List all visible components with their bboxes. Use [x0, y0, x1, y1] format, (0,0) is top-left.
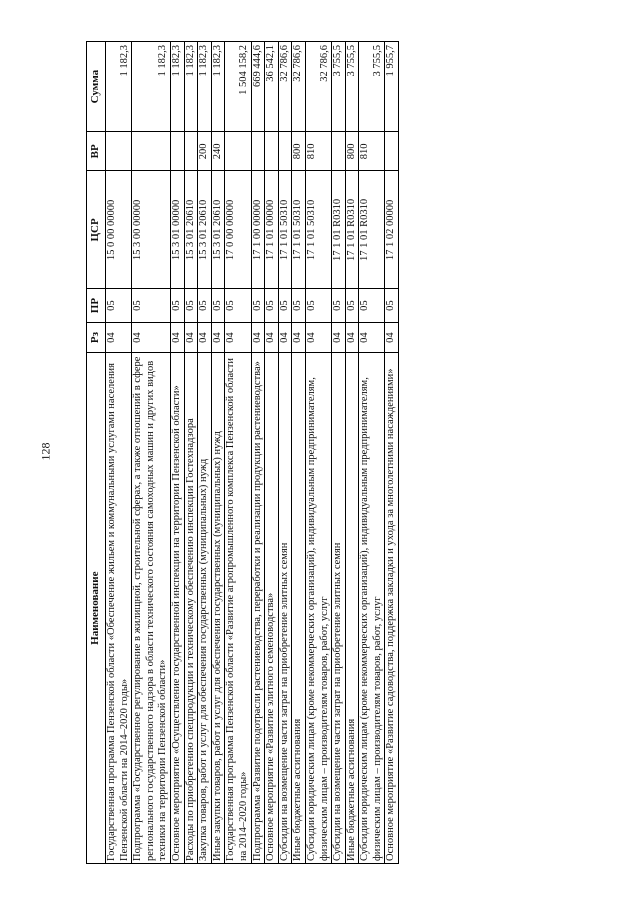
cell-csr: 17 1 01 50310 — [292, 171, 306, 289]
cell-name: Иные бюджетные ассигнования — [345, 353, 359, 864]
cell-vr: 810 — [305, 132, 331, 171]
rotated-table-container — [86, 41, 568, 864]
cell-csr: 15 3 00 00000 — [132, 171, 171, 289]
cell-sum: 1 182,3 — [211, 42, 225, 132]
cell-rz: 04 — [292, 322, 306, 353]
table-row — [332, 42, 346, 864]
cell-vr: 800 — [292, 132, 306, 171]
cell-csr: 17 1 01 R0310 — [345, 171, 359, 289]
cell-pr: 05 — [184, 289, 198, 322]
header-pr: ПР — [87, 289, 106, 322]
table-row — [211, 42, 225, 864]
cell-name: Субсидии юридическим лицам (кроме некоммерческих организаций), индивидуальным предпринимателям, физическим лицам – производителям товаров, работ, услуг — [359, 353, 385, 864]
table-row — [106, 42, 132, 864]
cell-rz: 04 — [170, 322, 184, 353]
cell-rz: 04 — [278, 322, 292, 353]
cell-sum: 1 182,3 — [106, 42, 132, 132]
cell-pr: 05 — [170, 289, 184, 322]
header-csr: ЦСР — [87, 171, 106, 289]
table-row — [278, 42, 292, 864]
cell-vr — [170, 132, 184, 171]
cell-name: Подпрограмма «Государственное регулирование в жилищной, строительной сферах, а также отношений в сфере регионального государственного надзора в области технического состояния самоходных машин и других видов техники на территории Пензенской области» — [132, 353, 171, 864]
table-row — [225, 42, 251, 864]
cell-sum: 36 542,1 — [265, 42, 279, 132]
table-row — [184, 42, 198, 864]
table-row — [292, 42, 306, 864]
cell-sum: 1 182,3 — [170, 42, 184, 132]
cell-vr — [278, 132, 292, 171]
cell-vr — [265, 132, 279, 171]
cell-csr: 15 3 01 20610 — [198, 171, 212, 289]
cell-vr — [184, 132, 198, 171]
cell-name: Субсидии на возмещение части затрат на приобретение элитных семян — [278, 353, 292, 864]
cell-pr: 05 — [198, 289, 212, 322]
cell-csr: 15 0 00 00000 — [106, 171, 132, 289]
cell-sum: 32 786,6 — [278, 42, 292, 132]
cell-rz: 04 — [332, 322, 346, 353]
cell-csr: 15 3 01 00000 — [170, 171, 184, 289]
cell-sum: 1 182,3 — [198, 42, 212, 132]
cell-name: Иные бюджетные ассигнования — [292, 353, 306, 864]
cell-rz: 04 — [225, 322, 251, 353]
cell-pr: 05 — [225, 289, 251, 322]
header-sum: Сумма — [87, 42, 106, 132]
cell-name: Государственная программа Пензенской области «Обеспечение жильем и коммунальными услугами населения Пензенской области на 2014–2020 годы» — [106, 353, 132, 864]
cell-name: Субсидии на возмещение части затрат на приобретение элитных семян — [332, 353, 346, 864]
cell-vr — [385, 132, 399, 171]
cell-vr — [106, 132, 132, 171]
cell-sum: 1 182,3 — [184, 42, 198, 132]
cell-csr: 17 0 00 00000 — [225, 171, 251, 289]
page-number: 128 — [38, 442, 53, 461]
cell-pr: 05 — [251, 289, 265, 322]
cell-vr: 810 — [359, 132, 385, 171]
cell-pr: 05 — [359, 289, 385, 322]
header-rz: Рз — [87, 322, 106, 353]
cell-csr: 17 1 01 50310 — [305, 171, 331, 289]
cell-pr: 05 — [211, 289, 225, 322]
cell-pr: 05 — [292, 289, 306, 322]
cell-vr: 800 — [345, 132, 359, 171]
cell-name: Подпрограмма «Развитие подотрасли растениеводства, переработки и реализации продукции растениеводства» — [251, 353, 265, 864]
header-vr: ВР — [87, 132, 106, 171]
cell-sum: 32 786,6 — [292, 42, 306, 132]
cell-rz: 04 — [359, 322, 385, 353]
cell-sum: 1 955,7 — [385, 42, 399, 132]
cell-pr: 05 — [278, 289, 292, 322]
cell-rz: 04 — [106, 322, 132, 353]
cell-sum: 3 755,5 — [345, 42, 359, 132]
cell-sum: 3 755,5 — [359, 42, 385, 132]
cell-sum: 1 504 158,2 — [225, 42, 251, 132]
cell-name: Расходы по приобретению спецпродукции и техническому обеспечению инспекции Гостехнадзора — [184, 353, 198, 864]
cell-rz: 04 — [184, 322, 198, 353]
cell-sum: 3 755,5 — [332, 42, 346, 132]
table-row — [170, 42, 184, 864]
header-row — [87, 42, 106, 864]
cell-name: Основное мероприятие «Развитие элитного семеноводства» — [265, 353, 279, 864]
cell-sum: 1 182,3 — [132, 42, 171, 132]
cell-pr: 05 — [332, 289, 346, 322]
table-row — [359, 42, 385, 864]
cell-pr: 05 — [265, 289, 279, 322]
cell-name: Государственная программа Пензенской области «Развитие агропромышленного комплекса Пензенской области на 2014–2020 годы» — [225, 353, 251, 864]
cell-name: Иные закупки товаров, работ и услуг для обеспечения государственных (муниципальных) нужд — [211, 353, 225, 864]
cell-pr: 05 — [305, 289, 331, 322]
cell-name: Основное мероприятие «Осуществление государственной инспекции на территории Пензенской области» — [170, 353, 184, 864]
cell-vr — [332, 132, 346, 171]
cell-pr: 05 — [106, 289, 132, 322]
header-name: Наименование — [87, 353, 106, 864]
cell-sum: 669 444,6 — [251, 42, 265, 132]
cell-csr: 17 1 00 00000 — [251, 171, 265, 289]
cell-csr: 17 1 01 00000 — [265, 171, 279, 289]
table-body — [106, 42, 399, 864]
cell-csr: 17 1 02 00000 — [385, 171, 399, 289]
cell-vr: 200 — [198, 132, 212, 171]
cell-csr: 15 3 01 20610 — [211, 171, 225, 289]
cell-vr — [132, 132, 171, 171]
cell-vr: 240 — [211, 132, 225, 171]
cell-pr: 05 — [132, 289, 171, 322]
cell-rz: 04 — [305, 322, 331, 353]
cell-csr: 17 1 01 R0310 — [359, 171, 385, 289]
cell-pr: 05 — [345, 289, 359, 322]
table-row — [385, 42, 399, 864]
cell-vr — [251, 132, 265, 171]
table-row — [305, 42, 331, 864]
cell-csr: 17 1 01 50310 — [278, 171, 292, 289]
cell-csr: 15 3 01 20610 — [184, 171, 198, 289]
cell-sum: 32 786,6 — [305, 42, 331, 132]
cell-rz: 04 — [211, 322, 225, 353]
cell-rz: 04 — [198, 322, 212, 353]
table-row — [198, 42, 212, 864]
budget-table — [86, 41, 399, 864]
cell-name: Закупка товаров, работ и услуг для обеспечения государственных (муниципальных) нужд — [198, 353, 212, 864]
cell-pr: 05 — [385, 289, 399, 322]
cell-vr — [225, 132, 251, 171]
table-row — [251, 42, 265, 864]
table-row — [132, 42, 171, 864]
cell-rz: 04 — [251, 322, 265, 353]
cell-csr: 17 1 01 R0310 — [332, 171, 346, 289]
cell-rz: 04 — [265, 322, 279, 353]
cell-rz: 04 — [132, 322, 171, 353]
cell-rz: 04 — [385, 322, 399, 353]
table-row — [265, 42, 279, 864]
table-row — [345, 42, 359, 864]
cell-name: Основное мероприятие «Развитие садоводства, поддержка закладки и ухода за многолетними насаждениями» — [385, 353, 399, 864]
cell-name: Субсидии юридическим лицам (кроме некоммерческих организаций), индивидуальным предпринимателям, физическим лицам – производителям товаров, работ, услуг — [305, 353, 331, 864]
cell-rz: 04 — [345, 322, 359, 353]
